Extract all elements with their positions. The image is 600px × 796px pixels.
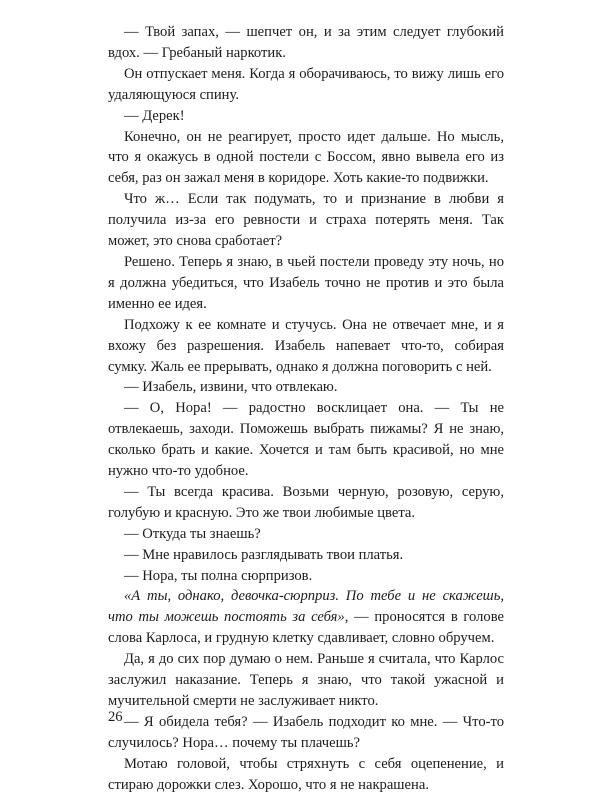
quote-continuation: , — проносятся в голове слова Карлоса, и грудную клетку сдавливает, словно обручем. <box>108 609 504 647</box>
paragraph: — Откуда ты знаешь? <box>124 525 261 542</box>
paragraph: Конечно, он не реагирует, просто идет дальше. Но мысль, что я окажусь в одной постели с Боссом, явно вывела его из себя, раз он зажал меня в коридоре. Хоть какие-то подвижки. <box>108 128 504 187</box>
paragraph: — Твой запах, — шепчет он, и за этим следует глубокий вдох. — Гребаный наркотик. <box>108 24 504 61</box>
paragraph: — Изабель, извини, что отвлекаю. <box>124 379 338 396</box>
paragraph: — Я обидела тебя? — Изабель подходит ко мне. — Что-то случилось? Нора… почему ты плачешь? <box>108 713 504 751</box>
paragraph: Что ж… Если так подумать, то и признание в любви я получила из-за его ревности и страха потерять меня. Так может, это снова сработает? <box>108 191 504 250</box>
paragraph: — Дерек! <box>124 107 185 124</box>
paragraph: — Нора, ты полна сюрпризов. <box>124 567 313 584</box>
italic-quote-paragraph <box>108 586 504 649</box>
body-text <box>108 22 504 796</box>
paragraph: — Мне нравилось разглядывать твои платья. <box>124 546 404 563</box>
italic-quote: «А ты, однако, девочка-сюрприз. По тебе и не скажешь, что ты можешь постоять за себя» <box>108 588 504 626</box>
paragraph: Подхожу к ее комнате и стучусь. Она не отвечает мне, и я вхожу без разрешения. Изабель напевает что-то, собирая сумку. Жаль ее прерывать, однако я должна поговорить с ней. <box>108 316 504 375</box>
paragraph: Решено. Теперь я знаю, в чьей постели проведу эту ночь, но я должна убедиться, что Изабель точно не против и это была именно ее идея. <box>108 253 504 312</box>
page-number: 26 <box>108 709 123 725</box>
paragraph: Мотаю головой, чтобы стряхнуть с себя оцепенение, и стираю дорожки слез. Хорошо, что я не накрашена. <box>108 755 504 793</box>
paragraph: Он отпускает меня. Когда я оборачиваюсь, то вижу лишь его удаляющуюся спину. <box>108 65 504 103</box>
paragraph: — О, Нора! — радостно восклицает она. — Ты не отвлекаешь, заходи. Поможешь выбрать пижамы? Я не знаю, сколько брать и какие. Хочется и там быть красивой, но мне нужно что-то удобное. <box>108 400 504 480</box>
paragraph: — Ты всегда красива. Возьми черную, розовую, серую, голубую и красную. Это же твои любимые цвета. <box>108 483 504 521</box>
paragraph: Да, я до сих пор думаю о нем. Раньше я считала, что Карлос заслужил наказание. Теперь я знаю, что такой ужасной и мучительной смерти не заслуживает никто. <box>108 651 504 709</box>
